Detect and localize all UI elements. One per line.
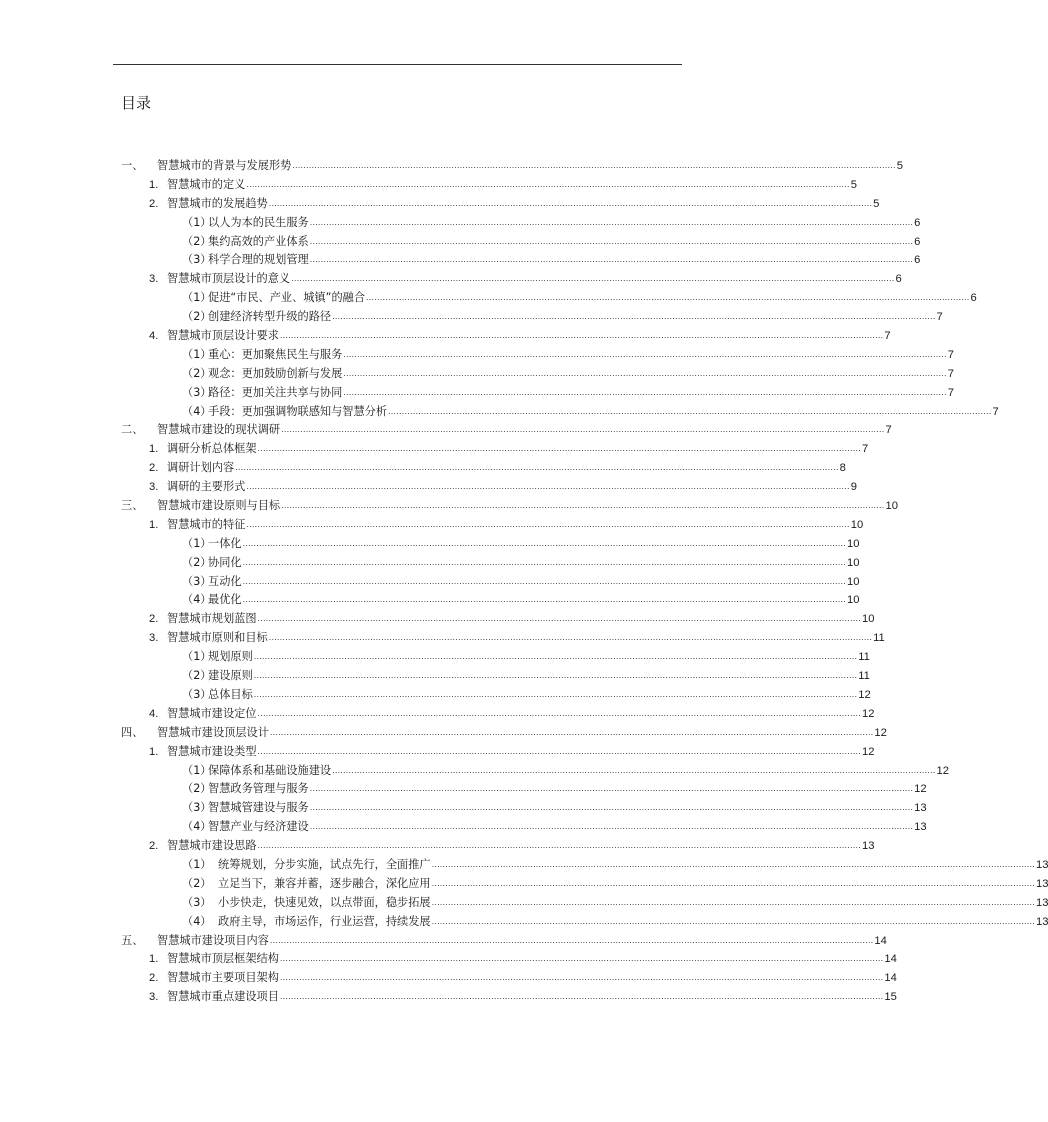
toc-entry-number: （3） <box>182 574 212 588</box>
toc-entry-label: 政府主导，市场运作，行业运营，持续发展 <box>218 914 431 928</box>
toc-entry-page-number: 7 <box>947 348 954 361</box>
toc-entry-number: （3） <box>182 895 212 909</box>
toc-entry-level-3[interactable] <box>0 346 954 365</box>
toc-entry-page-number: 6 <box>914 216 921 229</box>
toc-entry-number: （2） <box>182 669 212 683</box>
toc-entry-number: （2） <box>182 310 212 324</box>
toc-entry-number: 2. <box>149 613 159 626</box>
dot-leader: ............................................................................................................................................................................................................................ <box>246 179 850 189</box>
toc-entry-label: 规划原则 <box>208 650 253 664</box>
toc-entry-level-1[interactable] <box>0 497 898 516</box>
toc-entry-label: 智慧城市建设思路 <box>167 839 257 853</box>
toc-entry-level-2[interactable] <box>0 743 875 762</box>
dot-leader: ............................................................................................................................................................................................................................ <box>291 274 895 284</box>
toc-title: 目录 <box>121 94 152 112</box>
toc-entry-number: （3） <box>182 687 212 701</box>
toc-entry-level-3[interactable] <box>0 233 921 252</box>
dot-leader: ............................................................................................................................................................................................................................ <box>309 784 914 794</box>
toc-entry-number: （4） <box>182 820 212 834</box>
toc-entry-page-number: 5 <box>850 178 858 191</box>
toc-entry-label: 智慧城市建设原则与目标 <box>157 499 281 513</box>
toc-entry-page-number: 12 <box>861 707 875 720</box>
toc-entry-page-number: 10 <box>847 556 860 569</box>
toc-entry-number: （2） <box>182 782 212 796</box>
toc-entry-page-number: 10 <box>850 518 864 531</box>
toc-entry-level-2[interactable] <box>0 837 875 856</box>
toc-entry-page-number: 12 <box>861 745 875 758</box>
dot-leader: ............................................................................................................................................................................................................................ <box>309 236 914 246</box>
dot-leader: ............................................................................................................................................................................................................................ <box>235 463 839 473</box>
dot-leader: ............................................................................................................................................................................................................................ <box>279 331 884 341</box>
toc-entry-page-number: 7 <box>947 386 954 399</box>
toc-entry-level-2[interactable] <box>0 516 864 535</box>
toc-entry-level-3[interactable] <box>0 875 1048 894</box>
toc-entry-page-number: 7 <box>947 367 954 380</box>
toc-entry-label: 智慧城市的特征 <box>167 517 246 531</box>
toc-entry-label: 智慧城市顶层框架结构 <box>167 952 279 966</box>
toc-entry-label: 调研的主要形式 <box>167 480 246 494</box>
toc-entry-level-3[interactable] <box>0 251 921 270</box>
toc-entry-number: （3） <box>182 385 212 399</box>
dot-leader: ............................................................................................................................................................................................................................ <box>343 368 947 378</box>
toc-entry-number: 4. <box>149 330 159 343</box>
toc-entry-label: 智慧城市建设类型 <box>167 744 257 758</box>
dot-leader: ............................................................................................................................................................................................................................ <box>279 992 884 1002</box>
toc-entry-label: 智慧城市建设定位 <box>167 706 257 720</box>
toc-entry-number: （3） <box>182 253 212 267</box>
dot-leader: ............................................................................................................................................................................................................................ <box>388 406 992 416</box>
toc-entry-level-2[interactable] <box>0 629 885 648</box>
toc-entry-level-2[interactable] <box>0 950 897 969</box>
toc-entry-level-3[interactable] <box>0 214 921 233</box>
toc-entry-level-3[interactable] <box>0 856 1048 875</box>
toc-entry-page-number: 13 <box>914 802 927 815</box>
dot-leader: ............................................................................................................................................................................................................................ <box>332 765 936 775</box>
toc-entry-page-number: 13 <box>1036 858 1048 871</box>
toc-entry-page-number: 11 <box>858 651 870 664</box>
toc-entry-level-2[interactable] <box>0 969 897 988</box>
toc-entry-label: 观念：更加鼓励创新与发展 <box>208 366 343 380</box>
dot-leader: ............................................................................................................................................................................................................................ <box>268 198 873 208</box>
toc-entry-level-2[interactable] <box>0 327 891 346</box>
toc-entry-level-2[interactable] <box>0 440 869 459</box>
dot-leader: ............................................................................................................................................................................................................................ <box>431 878 1036 888</box>
toc-entry-level-3[interactable] <box>0 686 871 705</box>
toc-entry-page-number: 15 <box>884 991 897 1004</box>
toc-entry-level-3[interactable] <box>0 384 954 403</box>
toc-entry-label: 智慧城市主要项目架构 <box>167 971 279 985</box>
dot-leader: ............................................................................................................................................................................................................................ <box>257 444 861 454</box>
toc-entry-page-number: 12 <box>936 764 949 777</box>
toc-entry-page-number: 5 <box>896 160 903 172</box>
toc-entry-page-number: 13 <box>1036 896 1048 909</box>
toc-entry-level-3[interactable] <box>0 799 927 818</box>
toc-entry-page-number: 10 <box>885 500 898 513</box>
toc-entry-page-number: 7 <box>884 330 891 343</box>
dot-leader: ............................................................................................................................................................................................................................ <box>431 859 1036 869</box>
toc-entry-label: 总体目标 <box>208 687 253 701</box>
toc-entry-number: 3. <box>149 991 159 1004</box>
dot-leader: ............................................................................................................................................................................................................................ <box>242 595 847 605</box>
dot-leader: ............................................................................................................................................................................................................................ <box>253 671 858 681</box>
toc-entry-page-number: 13 <box>914 821 927 834</box>
dot-leader: ............................................................................................................................................................................................................................ <box>366 293 970 303</box>
toc-entry-page-number: 7 <box>885 424 892 437</box>
toc-entry-level-2[interactable] <box>0 459 846 478</box>
dot-leader: ............................................................................................................................................................................................................................ <box>281 425 885 435</box>
toc-entry-label: 科学合理的规划管理 <box>208 253 309 267</box>
toc-entry-level-3[interactable] <box>0 403 999 422</box>
toc-entry-page-number: 14 <box>884 972 897 985</box>
toc-entry-page-number: 6 <box>914 254 921 267</box>
toc-entry-level-3[interactable] <box>0 648 870 667</box>
toc-entry-label: 智慧城市顶层设计的意义 <box>167 272 291 286</box>
toc-entry-label: 智慧城市建设项目内容 <box>157 933 269 947</box>
dot-leader: ............................................................................................................................................................................................................................ <box>257 708 861 718</box>
toc-entry-number: 1. <box>149 953 159 966</box>
toc-entry-page-number: 10 <box>847 594 860 607</box>
toc-entry-page-number: 9 <box>850 481 858 494</box>
toc-entry-level-3[interactable] <box>0 554 860 573</box>
toc-entry-level-1[interactable] <box>0 421 892 440</box>
toc-entry-number: 1. <box>149 443 159 456</box>
toc-entry-number: 4. <box>149 707 159 720</box>
toc-entry-number: 一、 <box>121 159 144 172</box>
toc-entry-number: 2. <box>149 197 159 210</box>
toc-entry-level-1[interactable] <box>0 932 887 951</box>
toc-entry-label: 智慧城市的发展趋势 <box>167 196 268 210</box>
toc-entry-label: 重心：更加聚焦民生与服务 <box>208 347 343 361</box>
toc-entry-label: 智慧城市原则和目标 <box>167 631 268 645</box>
toc-entry-number: （1） <box>182 536 212 550</box>
toc-entry-page-number: 11 <box>873 632 885 645</box>
toc-entry-number: （1） <box>182 215 212 229</box>
dot-leader: ............................................................................................................................................................................................................................ <box>279 954 884 964</box>
dot-leader: ............................................................................................................................................................................................................................ <box>343 387 947 397</box>
toc-entry-label: 智慧城市建设的现状调研 <box>157 423 281 437</box>
dot-leader: ............................................................................................................................................................................................................................ <box>246 482 850 492</box>
toc-entry-label: 路径：更加关注共享与协同 <box>208 385 343 399</box>
toc-entry-label: 智慧产业与经济建设 <box>208 820 309 834</box>
toc-entry-page-number: 12 <box>874 726 887 739</box>
toc-entry-page-number: 8 <box>839 462 846 475</box>
toc-entry-level-3[interactable] <box>0 667 870 686</box>
toc-entry-label: 智慧城市顶层设计要求 <box>167 329 279 343</box>
toc-entry-number: （2） <box>182 234 212 248</box>
dot-leader: ............................................................................................................................................................................................................................ <box>242 538 847 548</box>
toc-entry-page-number: 14 <box>874 934 887 947</box>
table-of-contents <box>0 157 1048 1007</box>
toc-entry-page-number: 13 <box>1036 877 1048 890</box>
toc-entry-number: （4） <box>182 914 212 928</box>
toc-entry-label: 统筹规划，分步实施，试点先行，全面推广 <box>218 857 431 871</box>
toc-entry-level-3[interactable] <box>0 591 860 610</box>
dot-leader: ............................................................................................................................................................................................................................ <box>269 935 874 945</box>
toc-entry-number: （3） <box>182 801 212 815</box>
toc-entry-label: 一体化 <box>208 536 242 550</box>
toc-entry-page-number: 7 <box>992 405 999 418</box>
dot-leader: ............................................................................................................................................................................................................................ <box>292 161 896 170</box>
dot-leader: ............................................................................................................................................................................................................................ <box>281 501 885 511</box>
toc-entry-level-2[interactable] <box>0 705 875 724</box>
toc-entry-label: 立足当下，兼容并蓄，逐步融合，深化应用 <box>218 876 431 890</box>
toc-entry-label: 小步快走，快速见效，以点带面，稳步拓展 <box>218 895 431 909</box>
dot-leader: ............................................................................................................................................................................................................................ <box>242 557 847 567</box>
toc-entry-page-number: 11 <box>858 670 870 683</box>
toc-entry-level-2[interactable] <box>0 195 880 214</box>
dot-leader: ............................................................................................................................................................................................................................ <box>279 973 884 983</box>
toc-entry-level-3[interactable] <box>0 289 977 308</box>
dot-leader: ............................................................................................................................................................................................................................ <box>257 746 861 756</box>
toc-entry-level-3[interactable] <box>0 818 927 837</box>
toc-entry-page-number: 6 <box>914 235 921 248</box>
toc-entry-number: 2. <box>149 462 159 475</box>
toc-entry-label: 创建经济转型升级的路径 <box>208 310 332 324</box>
toc-entry-label: 调研计划内容 <box>167 461 235 475</box>
toc-entry-number: 五、 <box>121 933 144 947</box>
toc-entry-label: 智慧城市规划蓝图 <box>167 612 257 626</box>
toc-entry-page-number: 6 <box>970 292 977 305</box>
dot-leader: ............................................................................................................................................................................................................................ <box>253 652 858 662</box>
toc-entry-number: 1. <box>149 518 159 531</box>
toc-entry-level-3[interactable] <box>0 365 954 384</box>
toc-entry-number: 3. <box>149 481 159 494</box>
toc-entry-number: 2. <box>149 972 159 985</box>
toc-entry-number: （2） <box>182 876 212 890</box>
toc-entry-label: 促进“市民、产业、城镇”的融合 <box>208 291 366 305</box>
toc-entry-number: （2） <box>182 555 212 569</box>
toc-entry-level-3[interactable] <box>0 780 927 799</box>
toc-entry-number: 3. <box>149 273 159 286</box>
dot-leader: ............................................................................................................................................................................................................................ <box>431 897 1036 907</box>
toc-entry-number: （1） <box>182 650 212 664</box>
toc-entry-page-number: 10 <box>861 613 875 626</box>
toc-entry-page-number: 12 <box>858 688 871 701</box>
toc-entry-label: 建设原则 <box>208 669 253 683</box>
toc-entry-label: 智慧城管建设与服务 <box>208 801 309 815</box>
dot-leader: ............................................................................................................................................................................................................................ <box>257 614 861 624</box>
toc-entry-label: 智慧城市的定义 <box>167 177 246 191</box>
toc-entry-page-number: 7 <box>936 311 943 324</box>
toc-entry-level-3[interactable] <box>0 573 860 592</box>
toc-entry-label: 智慧城市的背景与发展形势 <box>157 159 292 172</box>
toc-entry-page-number: 10 <box>847 537 860 550</box>
toc-entry-number: （1） <box>182 347 212 361</box>
dot-leader: ............................................................................................................................................................................................................................ <box>253 689 858 699</box>
toc-entry-label: 集约高效的产业体系 <box>208 234 309 248</box>
toc-entry-number: （1） <box>182 291 212 305</box>
toc-entry-page-number: 10 <box>847 575 860 588</box>
toc-entry-level-1[interactable] <box>0 157 903 176</box>
toc-entry-level-3[interactable] <box>0 913 1048 932</box>
toc-entry-level-2[interactable] <box>0 270 902 289</box>
toc-entry-level-2[interactable] <box>0 988 897 1007</box>
toc-entry-number: （4） <box>182 593 212 607</box>
toc-entry-label: 最优化 <box>208 593 242 607</box>
toc-entry-page-number: 6 <box>895 273 902 286</box>
dot-leader: ............................................................................................................................................................................................................................ <box>309 217 914 227</box>
toc-entry-number: 四、 <box>121 725 144 739</box>
dot-leader: ............................................................................................................................................................................................................................ <box>332 312 936 322</box>
dot-leader: ............................................................................................................................................................................................................................ <box>431 916 1036 926</box>
toc-entry-number: 二、 <box>121 423 144 437</box>
dot-leader: ............................................................................................................................................................................................................................ <box>268 633 873 643</box>
toc-entry-label: 智慧城市重点建设项目 <box>167 990 279 1004</box>
dot-leader: ............................................................................................................................................................................................................................ <box>269 727 874 737</box>
toc-entry-page-number: 13 <box>1036 915 1048 928</box>
toc-entry-level-3[interactable] <box>0 535 860 554</box>
toc-entry-label: 协同化 <box>208 555 242 569</box>
toc-entry-page-number: 14 <box>884 953 897 966</box>
header-rule <box>113 64 682 65</box>
toc-entry-number: 三、 <box>121 499 144 513</box>
dot-leader: ............................................................................................................................................................................................................................ <box>343 349 947 359</box>
toc-entry-level-3[interactable] <box>0 762 949 781</box>
dot-leader: ............................................................................................................................................................................................................................ <box>242 576 847 586</box>
toc-entry-label: 以人为本的民生服务 <box>208 215 309 229</box>
toc-entry-number: （2） <box>182 366 212 380</box>
toc-entry-label: 互动化 <box>208 574 242 588</box>
toc-entry-page-number: 12 <box>914 783 927 796</box>
toc-entry-label: 智慧城市建设顶层设计 <box>157 725 269 739</box>
toc-entry-level-1[interactable] <box>0 724 887 743</box>
toc-entry-level-2[interactable] <box>0 176 858 195</box>
toc-entry-level-3[interactable] <box>0 308 943 327</box>
toc-entry-level-2[interactable] <box>0 610 875 629</box>
toc-entry-page-number: 13 <box>861 840 875 853</box>
dot-leader: ............................................................................................................................................................................................................................ <box>309 803 914 813</box>
dot-leader: ............................................................................................................................................................................................................................ <box>257 841 861 851</box>
toc-entry-label: 保障体系和基础设施建设 <box>208 763 332 777</box>
toc-entry-number: 1. <box>149 178 159 191</box>
toc-entry-number: 1. <box>149 745 159 758</box>
toc-entry-label: 调研分析总体框架 <box>167 442 257 456</box>
toc-entry-label: 手段：更加强调物联感知与智慧分析 <box>208 404 388 418</box>
toc-entry-page-number: 7 <box>861 443 869 456</box>
toc-entry-number: 2. <box>149 840 159 853</box>
toc-entry-number: （1） <box>182 763 212 777</box>
toc-entry-number: （4） <box>182 404 212 418</box>
toc-entry-level-2[interactable] <box>0 478 858 497</box>
toc-entry-number: 3. <box>149 632 159 645</box>
dot-leader: ............................................................................................................................................................................................................................ <box>309 822 914 832</box>
dot-leader: ............................................................................................................................................................................................................................ <box>309 255 914 265</box>
toc-entry-page-number: 5 <box>873 197 880 210</box>
toc-entry-label: 智慧政务管理与服务 <box>208 782 309 796</box>
toc-entry-number: （1） <box>182 857 212 871</box>
toc-entry-level-3[interactable] <box>0 894 1048 913</box>
dot-leader: ............................................................................................................................................................................................................................ <box>246 519 850 529</box>
